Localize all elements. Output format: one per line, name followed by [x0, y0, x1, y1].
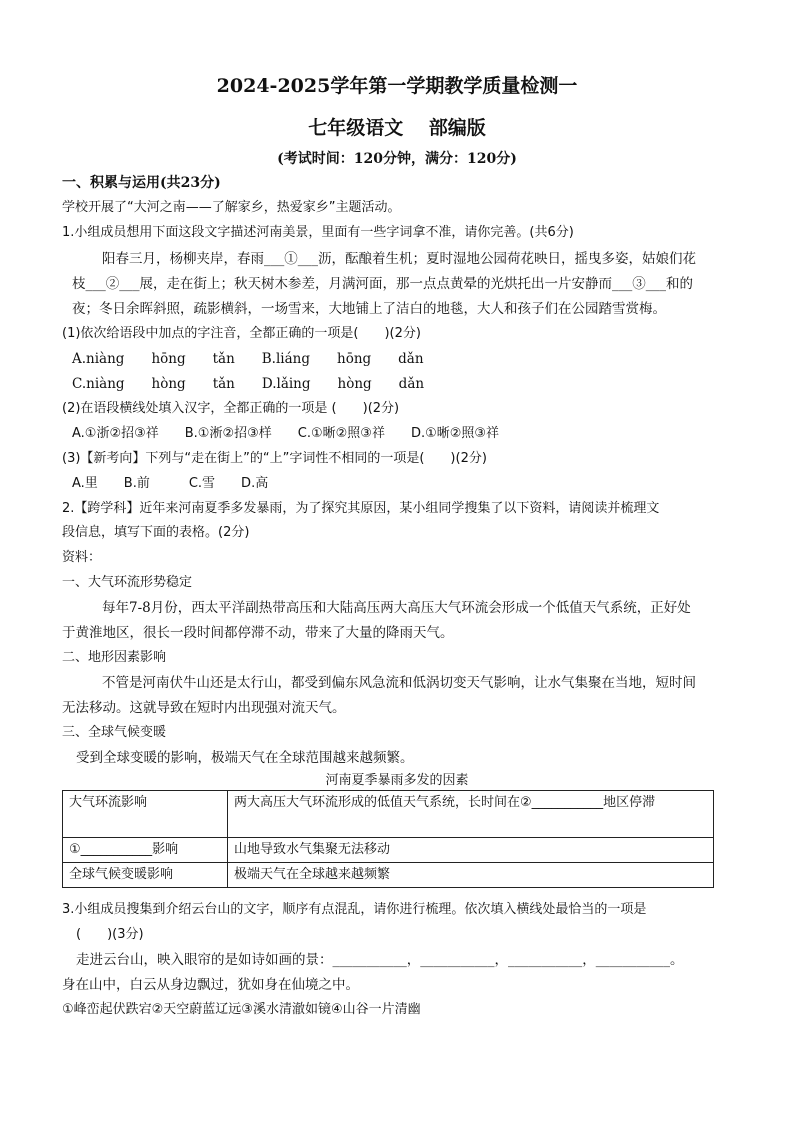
table-cell-factor: ①___________影响: [63, 838, 228, 863]
exam-subtitle: 七年级语文 部编版: [308, 117, 486, 139]
table-row: [63, 863, 714, 888]
exam-title: 2024-2025学年第一学期教学质量检测一: [216, 75, 578, 97]
q1-sub1: (1)依次给语段中加点的字注音，全都正确的一项是( )(2分): [62, 326, 421, 341]
table-cell-factor: 全球气候变暖影响: [63, 863, 228, 888]
q1-passage-line: 阳春三月，杨柳夹岸，春雨___①___沥，酝酿着生机；夏时湿地公园荷花映日，摇曳多姿，姑娘们花: [102, 251, 696, 267]
table-cell-factor: 大气环流影响: [63, 791, 228, 838]
material-1-text: 每年7-8月份，西太平洋副热带高压和大陆高压两大高压大气环流会形成一个低值天气系统，正好处: [102, 600, 691, 616]
material-2-text: 不管是河南伏牛山还是太行山，都受到偏东风急流和低涡切变天气影响，让水气集聚在当地，短时间: [102, 675, 696, 691]
table-cell-desc: 两大高压大气环流形成的低值天气系统，长时间在②___________地区停滞: [228, 791, 714, 838]
table-cell-desc: 极端天气在全球越来越频繁: [228, 863, 714, 888]
table-row: [63, 838, 714, 863]
q1-passage-line: 枝___②___展，走在街上；秋天树木参差，月满河面，那一点点黄晕的光烘托出一片安静而___③___和的: [72, 276, 693, 292]
q1-passage-line: 夜；冬日余晖斜照，疏影横斜，一场雪来，大地铺上了洁白的地毯，大人和孩子们在公园踏雪赏梅。: [72, 301, 666, 317]
q1-sub1-options: C.niàng hòng tǎn D.lǎing hòng dǎn: [72, 376, 425, 392]
material-label: 资料：: [62, 550, 102, 565]
q2-stem: 2.【跨学科】近年来河南夏季多发暴雨，为了探究其原因，某小组同学搜集了以下资料，请阅读并梳理文: [62, 501, 660, 516]
material-1-text: 于黄淮地区，很长一段时间都停滞不动，带来了大量的降雨天气。: [62, 625, 454, 641]
material-2-text: 无法移动。这就导致在短时内出现强对流天气。: [62, 700, 346, 716]
table-caption: 河南夏季暴雨多发的因素: [325, 773, 469, 788]
table-row: [63, 791, 714, 838]
q3-text: 身在山中，白云从身边飘过，犹如身在仙境之中。: [62, 977, 359, 993]
material-3-text: 受到全球变暖的影响，极端天气在全球范围越来越频繁。: [76, 750, 414, 766]
q3-options: ①峰峦起伏跌宕②天空蔚蓝辽远③溪水清澈如镜④山谷一片清幽: [62, 1002, 421, 1017]
material-3-title: 三、全球气候变暖: [62, 725, 167, 740]
q3-stem-cont: ( )(3分): [76, 927, 144, 942]
section-heading: 一、积累与运用(共23分): [62, 175, 221, 191]
q1-stem: 1.小组成员想用下面这段文字描述河南美景，里面有一些字词拿不准，请你完善。(共6分): [62, 225, 574, 240]
q3-text: 走进云台山，映入眼帘的是如诗如画的景：___________，___________，___________，___________。: [76, 952, 684, 968]
q1-sub3: (3)【新考向】下列与“走在街上”的“上”字词性不相同的一项是( )(2分): [62, 451, 487, 466]
q3-stem: 3.小组成员搜集到介绍云台山的文字，顺序有点混乱，请你进行梳理。依次填入横线处最恰当的一项是: [62, 902, 647, 917]
q1-sub1-options: A.niàng hōng tǎn B.liáng hōng dǎn: [72, 351, 424, 367]
table-cell-desc: 山地导致水气集聚无法移动: [228, 838, 714, 863]
factors-table: [62, 790, 714, 888]
q2-stem-cont: 段信息，填写下面的表格。(2分): [62, 525, 250, 540]
section-intro: 学校开展了“大河之南——了解家乡，热爱家乡”主题活动。: [62, 200, 401, 215]
material-1-title: 一、大气环流形势稳定: [62, 575, 193, 590]
q1-sub3-options: A.里 B.前 C.雪 D.高: [72, 476, 269, 491]
q1-sub2: (2)在语段横线处填入汉字，全都正确的一项是 ( )(2分): [62, 401, 400, 416]
material-2-title: 二、地形因素影响: [62, 650, 167, 665]
exam-info: (考试时间：120分钟，满分：120分): [277, 151, 517, 167]
q1-sub2-options: A.①浙②招③祥 B.①淅②招③样 C.①晰②照③祥 D.①晰②照③祥: [72, 426, 500, 441]
